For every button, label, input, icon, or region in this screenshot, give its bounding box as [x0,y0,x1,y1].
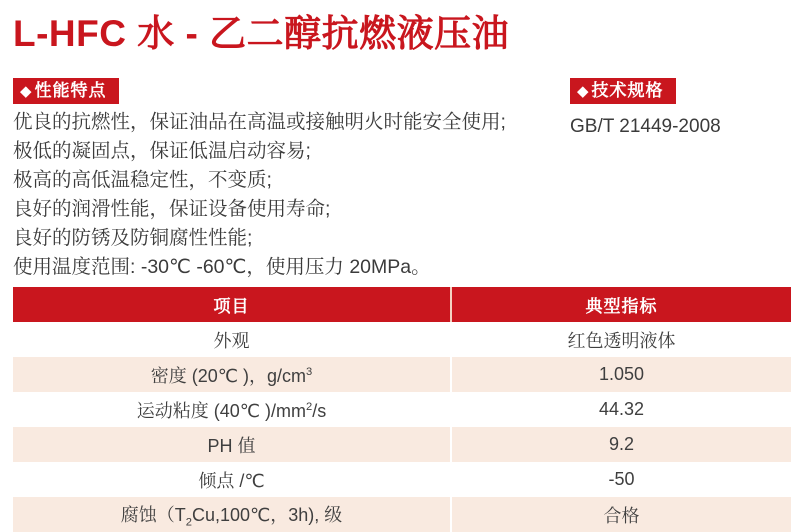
feature-item: 优良的抗燃性，保证油品在高温或接触明火时能安全使用; [13,111,506,133]
specs-badge [570,78,676,104]
page-title: L-HFC 水 - 乙二醇抗燃液压油 [13,13,510,54]
cell-label: 腐蚀（$T_2Cu,100℃$，3h), 级 [13,497,451,532]
feature-item: 良好的润滑性能，保证设备使用寿命; [13,198,331,220]
cell-value: 9.2 [451,427,791,462]
diamond-icon: ◆ [577,83,590,100]
feature-item: 极低的凝固点，保证低温启动容易; [13,140,311,162]
cell-label: 外观 [13,322,451,357]
table-row [13,497,791,532]
cell-label: 密度 (20℃ )，$g/cm^3$ [13,357,451,392]
feature-item: 极高的高低温稳定性，不变质; [13,169,272,191]
cell-label: PH 值 [13,427,451,462]
table-header-row [13,287,791,322]
specs-badge-label: 技术规格 [591,81,664,100]
table-header-item: 项目 [13,287,451,322]
diamond-icon: ◆ [20,83,33,100]
cell-value: -50 [608,469,635,489]
table-row [13,462,791,497]
spec-table [13,287,791,532]
features-section [13,78,558,282]
cell-label: 运动粘度 (40℃ )$/mm^2/s$ [13,392,451,427]
features-badge-label: 性能特点 [34,81,107,100]
cell-value: 红色透明液体 [567,330,676,351]
features-badge [13,78,119,104]
cell-label: 倾点 /℃ [13,462,451,497]
features-list [13,108,558,282]
specs-section [570,78,790,138]
feature-item: 良好的防锈及防铜腐性性能; [13,227,253,249]
table-row [13,357,791,392]
table-row [13,392,791,427]
cell-value: 合格 [451,497,791,532]
cell-value: 44.32 [598,399,645,419]
standard-number: GB/T 21449-2008 [570,116,721,137]
table-row [13,427,791,462]
cell-value: 1.050 [451,357,791,392]
content-area [0,78,800,282]
feature-item: 使用温度范围: -30℃ -60℃，使用压力 20MPa。 [13,256,431,278]
product-datasheet-page [0,12,800,527]
table-row [13,322,791,357]
table-header-value: 典型指标 [451,287,791,322]
